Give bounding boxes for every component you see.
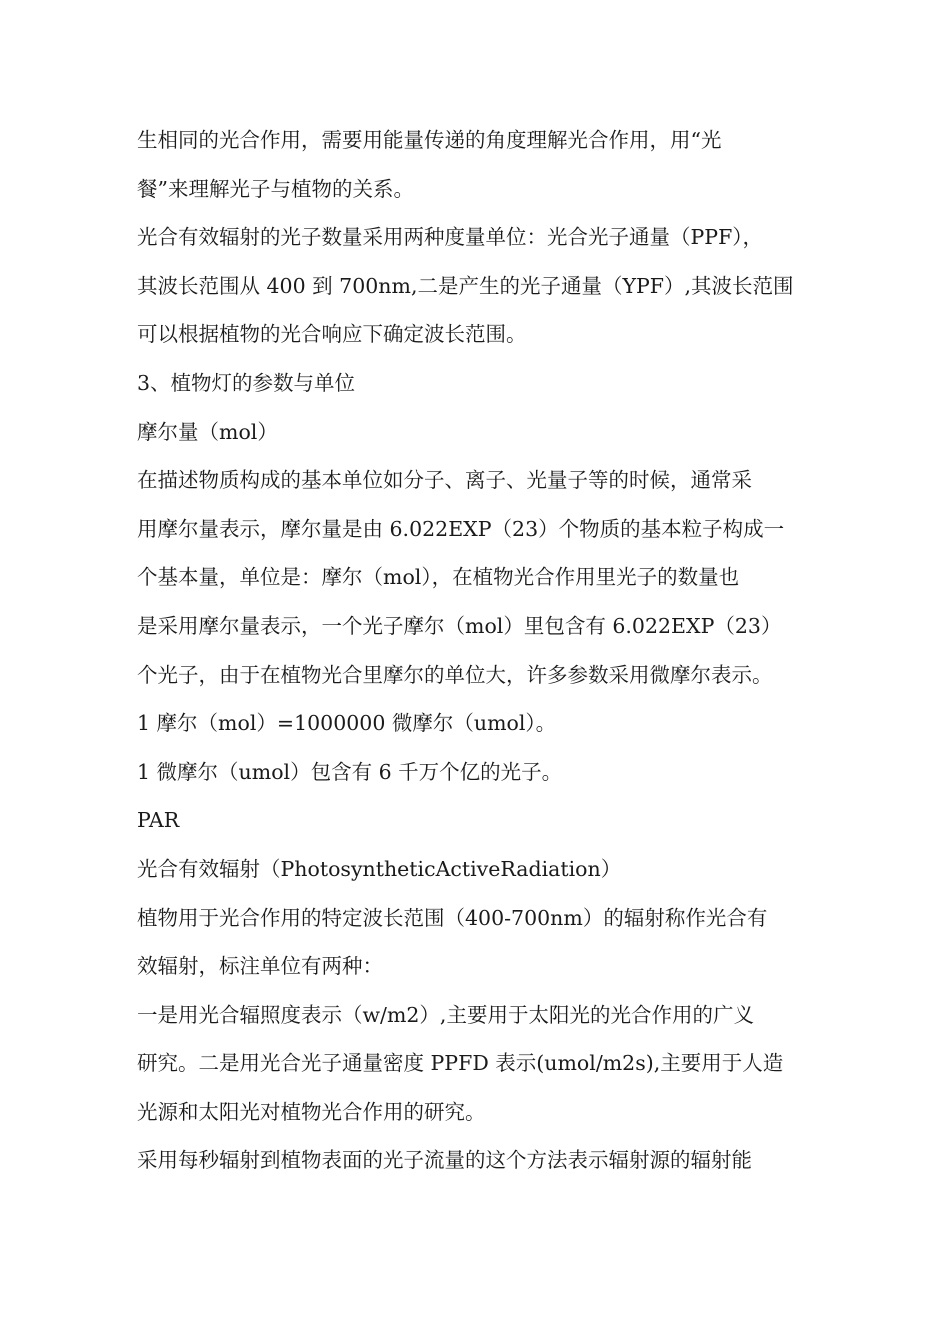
subheading-par: PAR	[137, 808, 180, 833]
text-line-16: 光合有效辐射（PhotosyntheticActiveRadiation）	[137, 856, 622, 881]
text-line-19: 一是用光合辐照度表示（w/m2）,主要用于太阳光的光合作用的广义	[137, 1002, 754, 1027]
text-line-2: 餐”来理解光子与植物的关系。	[137, 176, 414, 201]
text-line-10: 个基本量，单位是：摩尔（mol），在植物光合作用里光子的数量也	[137, 565, 740, 590]
text-line-18: 效辐射，标注单位有两种：	[137, 954, 383, 979]
text-line-5: 可以根据植物的光合响应下确定波长范围。	[137, 322, 527, 347]
text-line-4: 其波长范围从 400 到 700nm,二是产生的光子通量（YPF）,其波长范围	[137, 273, 794, 298]
text-line-13: 1 摩尔（mol）=1000000 微摩尔（umol）。	[137, 711, 557, 736]
text-line-20: 研究。二是用光合光子通量密度 PPFD 表示(umol/m2s),主要用于人造	[137, 1051, 784, 1076]
document-body	[137, 120, 827, 1189]
text-line-22: 采用每秒辐射到植物表面的光子流量的这个方法表示辐射源的辐射能	[137, 1148, 752, 1173]
subheading-mol: 摩尔量（mol）	[137, 419, 278, 444]
text-line-3: 光合有效辐射的光子数量采用两种度量单位：光合光子通量（PPF），	[137, 225, 764, 250]
text-line-9: 用摩尔量表示，摩尔量是由 6.022EXP（23）个物质的基本粒子构成一	[137, 516, 785, 541]
text-line-12: 个光子，由于在植物光合里摩尔的单位大，许多参数采用微摩尔表示。	[137, 662, 773, 687]
text-line-17: 植物用于光合作用的特定波长范围（400-700nm）的辐射称作光合有	[137, 905, 768, 930]
text-line-11: 是采用摩尔量表示，一个光子摩尔（mol）里包含有 6.022EXP（23）	[137, 613, 782, 638]
text-line-14: 1 微摩尔（umol）包含有 6 千万个亿的光子。	[137, 759, 563, 784]
text-line-8: 在描述物质构成的基本单位如分子、离子、光量子等的时候，通常采	[137, 468, 752, 493]
text-line-21: 光源和太阳光对植物光合作用的研究。	[137, 1099, 486, 1124]
text-line-1: 生相同的光合作用，需要用能量传递的角度理解光合作用，用“光	[137, 128, 722, 152]
section-heading: 3、植物灯的参数与单位	[137, 370, 356, 395]
